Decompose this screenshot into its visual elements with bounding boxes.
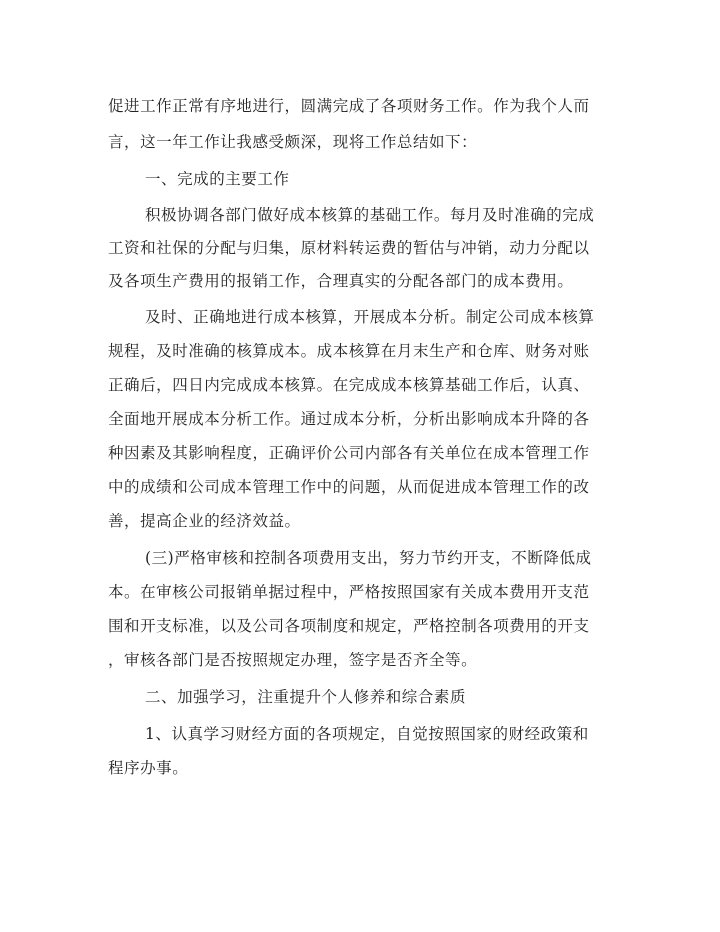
paragraph-line: 积极协调各部门做好成本核算的基础工作。每月及时准确的完成: [145, 206, 595, 224]
paragraph-line: ，审核各部门是否按照规定办理，签字是否齐全等。: [108, 651, 478, 669]
paragraph-line: 言，这一年工作让我感受颇深，现将工作总结如下：: [108, 133, 478, 151]
paragraph-line: 全面地开展成本分析工作。通过成本分析，分析出影响成本升降的各: [108, 410, 590, 428]
paragraph-line: 种因素及其影响程度，正确评价公司内部各有关单位在成本管理工作: [108, 444, 590, 462]
paragraph-line: 善，提高企业的经济效益。: [108, 512, 301, 530]
section-heading: 二、加强学习，注重提升个人修养和综合素质: [145, 688, 467, 706]
paragraph-line: 及时、正确地进行成本核算，开展成本分析。制定公司成本核算: [145, 308, 595, 326]
paragraph-line: 程序办事。: [108, 759, 189, 777]
paragraph-line: 正确后，四日内完成成本核算。在完成成本核算基础工作后，认真、: [108, 376, 590, 394]
section-heading: 一、完成的主要工作: [145, 170, 290, 188]
paragraph-line: (三)严格审核和控制各项费用支出，努力节约开支，不断降低成: [145, 549, 592, 567]
paragraph-line: 促进工作正常有序地进行，圆满完成了各项财务工作。作为我个人而: [108, 97, 590, 115]
paragraph-line: 规程，及时准确的核算成本。成本核算在月末生产和仓库、财务对账: [108, 342, 590, 360]
paragraph-line: 本。在审核公司报销单据过程中，严格按照国家有关成本费用开支范: [108, 583, 590, 601]
paragraph-line: 工资和社保的分配与归集，原材料转运费的暂估与冲销，动力分配以: [108, 239, 590, 257]
paragraph-line: 围和开支标准，以及公司各项制度和规定，严格控制各项费用的开支: [108, 617, 590, 635]
paragraph-line: 1、认真学习财经方面的各项规定，自觉按照国家的财经政策和: [145, 725, 589, 743]
paragraph-line: 中的成绩和公司成本管理工作中的问题，从而促进成本管理工作的改: [108, 478, 590, 496]
paragraph-line: 及各项生产费用的报销工作，合理真实的分配各部门的成本费用。: [108, 272, 574, 290]
